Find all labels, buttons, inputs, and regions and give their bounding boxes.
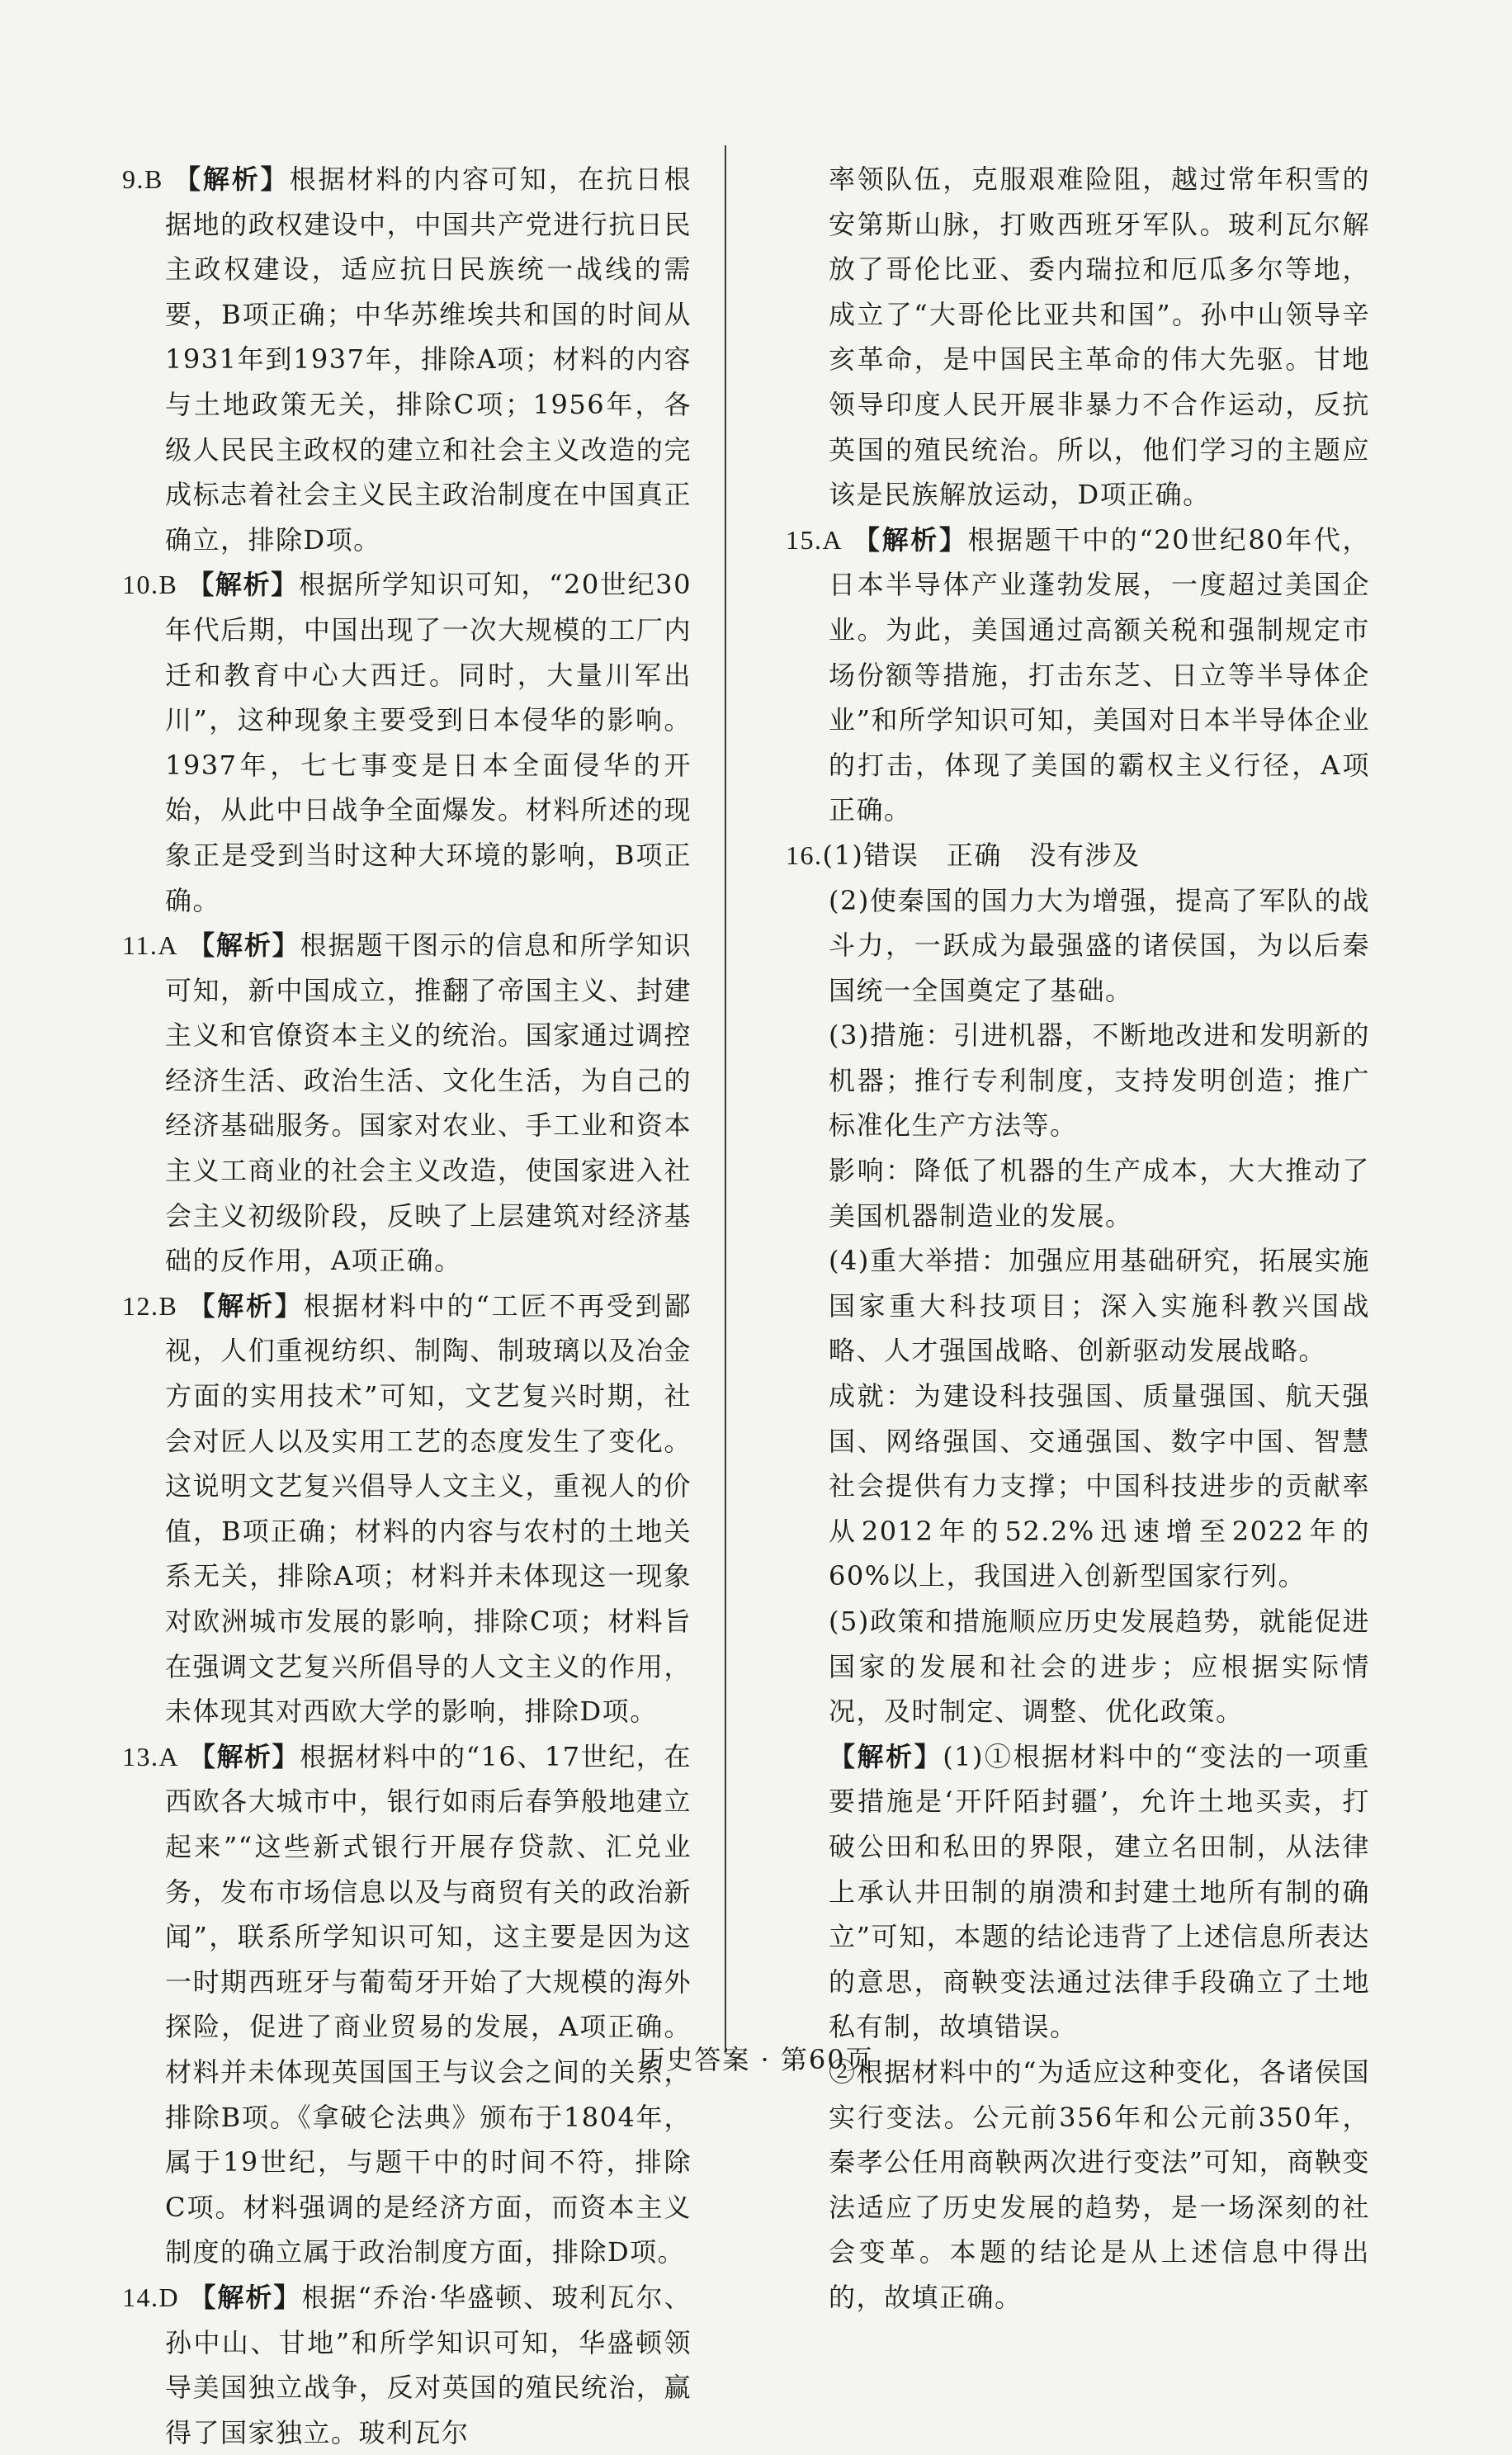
- item-number: 12.: [122, 1290, 159, 1321]
- item-text: 根据材料中的“工匠不再受到鄙视，人们重视纺织、制陶、制玻璃以及冶金方面的实用技术”可知，文艺复兴时期，社会对匠人以及实用工艺的态度发生了变化。这说明文艺复兴倡导人文主义，重视人的价值，B项正确；材料的内容与农村的土地关系无关，排除A项；材料并未体现这一现象对欧洲城市发展的影响，排除C项；材料旨在强调文艺复兴所倡导的人文主义的作用，未体现其对西欧大学的影响，排除D项。: [165, 1289, 692, 1728]
- analysis-tag: 【解析】: [189, 2281, 302, 2313]
- answer-item-11: [122, 923, 692, 1284]
- item-text: 根据“乔治·华盛顿、玻利瓦尔、孙中山、甘地”和所学知识可知，华盛顿领导美国独立战争，反对英国的殖民统治，赢得了国家独立。玻利瓦尔: [165, 2281, 692, 2448]
- item-number: 13.: [122, 1741, 159, 1771]
- answer-item-15: [786, 518, 1370, 833]
- item-number: 9.: [122, 164, 144, 194]
- answer-item-13: [122, 1734, 692, 2275]
- column-divider: [725, 145, 726, 2052]
- answer-item-9: [122, 157, 692, 562]
- left-column: [122, 157, 692, 2455]
- analysis-tag: 【解析】: [853, 523, 968, 556]
- item-answer: B: [158, 570, 178, 600]
- item-number: 11.: [122, 930, 158, 961]
- answer-item-16-part-4-achievement: 成就：为建设科技强国、质量强国、航天强国、网络强国、交通强国、数字中国、智慧社会提供有力支撑；中国科技进步的贡献率从2012年的52.2%迅速增至2022年的60%以上，我国进入创新型国家行列。: [829, 1380, 1370, 1592]
- answer-item-16-part-5: (5)政策和措施顺应历史发展趋势，就能促进国家的发展和社会的进步；应根据实际情况，及时制定、调整、优化政策。: [829, 1606, 1370, 1728]
- analysis-tag: 【解析】: [188, 929, 300, 962]
- item-number: 14.: [122, 2282, 159, 2312]
- item-text: 根据材料中的“16、17世纪，在西欧各大城市中，银行如雨后春笋般地建立起来”“这些新式银行开展存贷款、汇兑业务，发布市场信息以及与商贸有关的政治新闻”，联系所学知识可知，这主要是因为这一时期西班牙与葡萄牙开始了大规模的海外探险，促进了商业贸易的发展，A项正确。材料并未体现英国国王与议会之间的关系，排除B项。《拿破仑法典》颁布于1804年，属于19世纪，与题干中的时间不符，排除C项。材料强调的是经济方面，而资本主义制度的确立属于政治制度方面，排除D项。: [165, 1740, 692, 2268]
- answer-item-16-part-1: [786, 833, 1370, 878]
- item-answer: A: [158, 1741, 180, 1771]
- answer-item-14-continued: 率领队伍，克服艰难险阻，越过常年积雪的安第斯山脉，打败西班牙军队。玻利瓦尔解放了哥伦比亚、委内瑞拉和厄瓜多尔等地，成立了“大哥伦比亚共和国”。孙中山领导辛亥革命，是中国民主革命的伟大先驱。甘地领导印度人民开展非暴力不合作运动，反抗英国的殖民统治。所以，他们学习的主题应该是民族解放运动，D项正确。: [829, 163, 1370, 511]
- analysis-tag: 【解析】: [188, 1740, 300, 1772]
- item-number: 16.: [786, 840, 823, 870]
- item-text: 根据材料的内容可知，在抗日根据地的政权建设中，中国共产党进行抗日民主政权建设，适应抗日民族统一战线的需要，B项正确；中华苏维埃共和国的时间从1931年到1937年，排除A项；材料的内容与土地政策无关，排除C项；1956年，各级人民民主政权的建立和社会主义改造的完成标志着社会主义民主政治制度在中国真正确立，排除D项。: [165, 163, 692, 556]
- right-column: [786, 157, 1370, 2320]
- answer-item-16-part-3: (3)措施：引进机器，不断地改进和发明新的机器；推行专利制度，支持发明创造；推广标准化生产方法等。: [829, 1019, 1370, 1142]
- item-text: (1)错误 正确 没有涉及: [822, 839, 1141, 871]
- item-text: 根据题干图示的信息和所学知识可知，新中国成立，推翻了帝国主义、封建主义和官僚资本主义的统治。国家通过调控经济生活、政治生活、文化生活，为自己的经济基础服务。国家对农业、手工业和资本主义工商业的社会主义改造，使国家进入社会主义初级阶段，反映了上层建筑对经济基础的反作用，A项正确。: [165, 929, 692, 1277]
- item-answer: B: [158, 1290, 178, 1321]
- item-answer: D: [158, 2282, 180, 2312]
- answer-item-16-part-4: (4)重大举措：加强应用基础研究，拓展实施国家重大科技项目；深入实施科教兴国战略、人才强国战略、创新驱动发展战略。: [829, 1245, 1370, 1367]
- page-footer: 历史答案 · 第60页: [638, 2044, 874, 2075]
- item-answer: A: [158, 930, 178, 961]
- item-text: 根据所学知识可知，“20世纪30年代后期，中国出现了一次大规模的工厂内迁和教育中心大西迁。同时，大量川军出川”，这种现象主要受到日本侵华的影响。1937年，七七事变是日本全面侵华的开始，从此中日战争全面爆发。材料所述的现象正是受到当时这种大环境的影响，B项正确。: [165, 569, 692, 916]
- item-number: 10.: [122, 570, 159, 600]
- answer-item-14: [122, 2275, 692, 2455]
- analysis-tag: 【解析】: [188, 1289, 304, 1322]
- answer-item-16-part-2: (2)使秦国的国力大为增强，提高了军队的战斗力，一跃成为最强盛的诸侯国，为以后秦国统一全国奠定了基础。: [829, 884, 1370, 1006]
- item-number: 15.: [786, 524, 823, 555]
- answer-item-10: [122, 562, 692, 923]
- analysis-tag: 【解析】: [173, 163, 290, 195]
- item-answer: A: [822, 524, 843, 555]
- answer-item-16-part-3-impact: 影响：降低了机器的生产成本，大大推动了美国机器制造业的发展。: [829, 1155, 1370, 1232]
- analysis-16-part-1: [786, 1734, 1370, 2050]
- analysis-tag: 【解析】: [829, 1740, 943, 1772]
- item-text: 根据题干中的“20世纪80年代，日本半导体产业蓬勃发展，一度超过美国企业。为此，美国通过高额关税和强制规定市场份额等措施，打击东芝、日立等半导体企业”和所学知识可知，美国对日本半导体企业的打击，体现了美国的霸权主义行径，A项正确。: [829, 523, 1370, 826]
- analysis-16-part-2: ②根据材料中的“为适应这种变化，各诸侯国实行变法。公元前356年和公元前350年，秦孝公任用商鞅两次进行变法”可知，商鞅变法适应了历史发展的趋势，是一场深刻的社会变革。本题的结论是从上述信息中得出的，故填正确。: [829, 2055, 1370, 2313]
- answer-item-12: [122, 1284, 692, 1734]
- item-answer: B: [144, 164, 163, 194]
- analysis-text: (1)①根据材料中的“变法的一项重要措施是‘开阡陌封疆’，允许土地买卖，打破公田和私田的界限，建立名田制，从法律上承认井田制的崩溃和封建土地所有制的确立”可知，本题的结论违背了上述信息所表达的意思，商鞅变法通过法律手段确立了土地私有制，故填错误。: [829, 1740, 1370, 2043]
- analysis-tag: 【解析】: [187, 569, 299, 601]
